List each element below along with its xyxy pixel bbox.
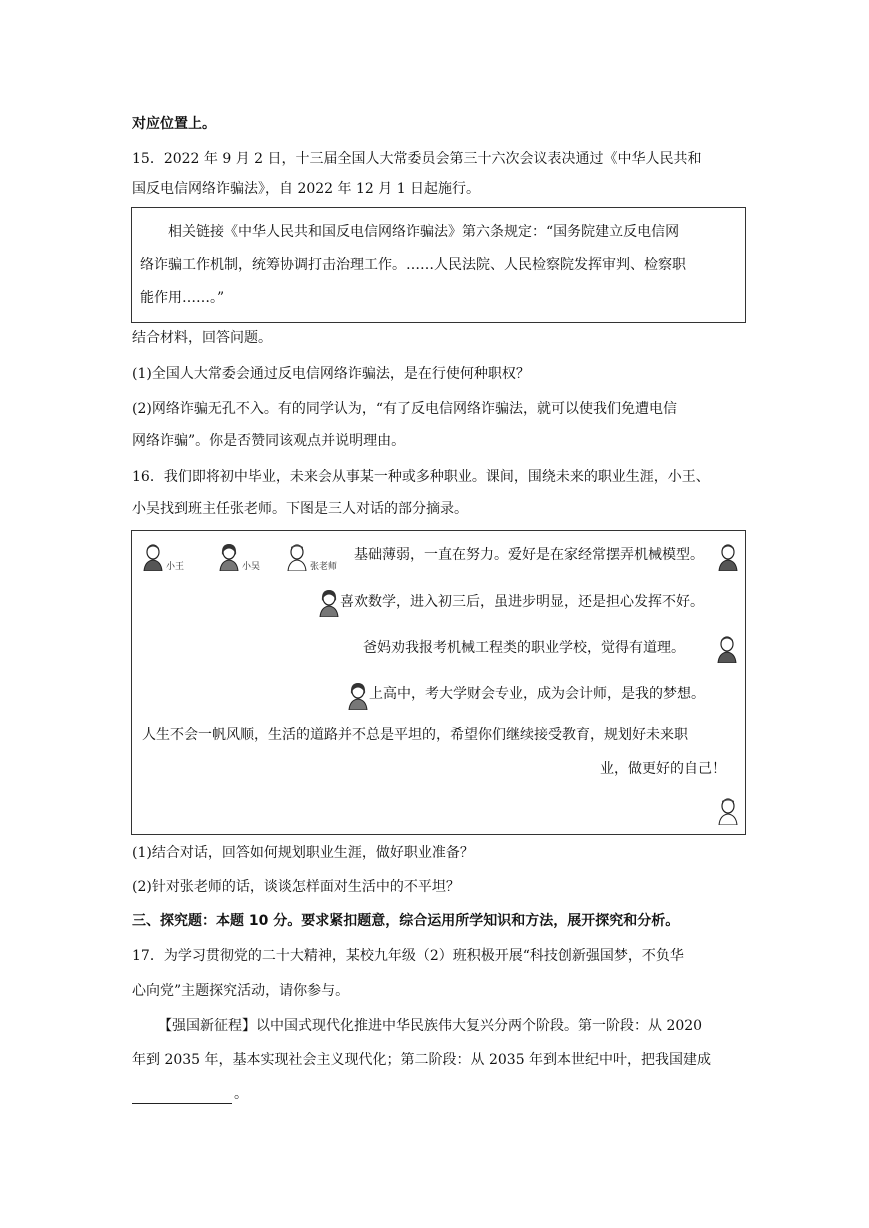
xiaowu-avatar — [318, 589, 340, 617]
zhang-teacher-avatar — [286, 543, 308, 571]
dialog-msg3: 爸妈劝我报考机械工程类的职业学校，觉得有道理。 — [363, 640, 685, 656]
q17-para-text1: 以中国式现代化推进中华民族伟大复兴分两个阶段。第一阶段：从 2020 — [256, 1018, 703, 1034]
xiaowang-avatar — [142, 543, 164, 571]
legend-label-xiaowu: 小吴 — [242, 562, 261, 572]
dialog-msg5-line2: 业，做更好的自己！ — [600, 761, 726, 777]
q17-text-line2: 心向党”主题探究活动，请你参与。 — [132, 983, 350, 999]
q17-para-end: 。 — [234, 1086, 248, 1102]
q17-text-line1: 17．为学习贯彻党的二十大精神，某校九年级（2）班积极开展“科技创新强国梦，不负华 — [132, 948, 684, 964]
xiaowang-avatar — [716, 635, 738, 663]
q15-prompt: 结合材料，回答问题。 — [132, 330, 272, 346]
dialog-msg1: 基础薄弱，一直在努力。爱好是在家经常摆弄机械模型。 — [354, 547, 704, 563]
xiaowu-avatar — [218, 543, 240, 571]
q15-text-line1: 15．2022 年 9 月 2 日，十三届全国人大常委员会第三十六次会议表决通过《中华人民共和 — [132, 151, 702, 167]
dialog-msg4: 上高中，考大学财会专业，成为会计师，是我的梦想。 — [369, 686, 705, 702]
q16-text-line1: 16．我们即将初中毕业，未来会从事某一种或多种职业。课间，围绕未来的职业生涯，小王、 — [132, 469, 710, 485]
q15-text-line2: 国反电信网络诈骗法》，自 2022 年 12 月 1 日起施行。 — [132, 181, 481, 197]
q15-sub2-line1: (2)网络诈骗无孔不入。有的同学认为，“有了反电信网络诈骗法，就可以使我们免遭电信 — [132, 401, 677, 417]
zhang-teacher-avatar — [717, 797, 739, 825]
top-line: 对应位置上。 — [132, 116, 216, 132]
q16-dialog-box — [131, 530, 746, 835]
q15-box-line1: 相关链接《中华人民共和国反电信网络诈骗法》第六条规定：“国务院建立反电信网 — [168, 224, 680, 240]
q16-sub2: (2)针对张老师的话，谈谈怎样面对生活中的不平坦？ — [132, 879, 460, 895]
dialog-msg2: 喜欢数学，进入初三后，虽进步明显，还是担心发挥不好。 — [340, 594, 704, 610]
legend-label-xiaowang: 小王 — [166, 562, 185, 572]
dialog-msg5-line1: 人生不会一帆风顺，生活的道路并不总是平坦的，希望你们继续接受教育，规划好未来职 — [142, 727, 688, 743]
q15-material-box — [131, 207, 746, 323]
q16-text-line2: 小吴找到班主任张老师。下图是三人对话的部分摘录。 — [132, 501, 468, 517]
q17-para-line3 — [132, 1084, 248, 1104]
q15-box-line3: 能作用……。” — [140, 290, 225, 306]
q17-para-label: 【强国新征程】 — [158, 1018, 256, 1034]
q15-sub2-line2: 网络诈骗”。你是否赞同该观点并说明理由。 — [132, 433, 406, 449]
xiaowang-avatar — [717, 543, 739, 571]
q16-sub1: (1)结合对话，回答如何规划职业生涯，做好职业准备？ — [132, 845, 474, 861]
section3-heading: 三、探究题：本题 10 分。要求紧扣题意，综合运用所学知识和方法，展开探究和分析。 — [132, 913, 680, 929]
legend-label-zhang: 张老师 — [310, 562, 338, 572]
q15-sub1: (1)全国人大常委会通过反电信网络诈骗法，是在行使何种职权？ — [132, 366, 530, 382]
q17-para-line2: 年到 2035 年，基本实现社会主义现代化；第二阶段：从 2035 年到本世纪中叶，把我国建成 — [132, 1052, 712, 1068]
answer-blank[interactable] — [132, 1091, 232, 1104]
q15-box-line2: 络诈骗工作机制，统筹协调打击治理工作。……人民法院、人民检察院发挥审判、检察职 — [140, 257, 686, 273]
q17-para-line1 — [158, 1016, 702, 1036]
xiaowu-avatar — [347, 682, 369, 710]
